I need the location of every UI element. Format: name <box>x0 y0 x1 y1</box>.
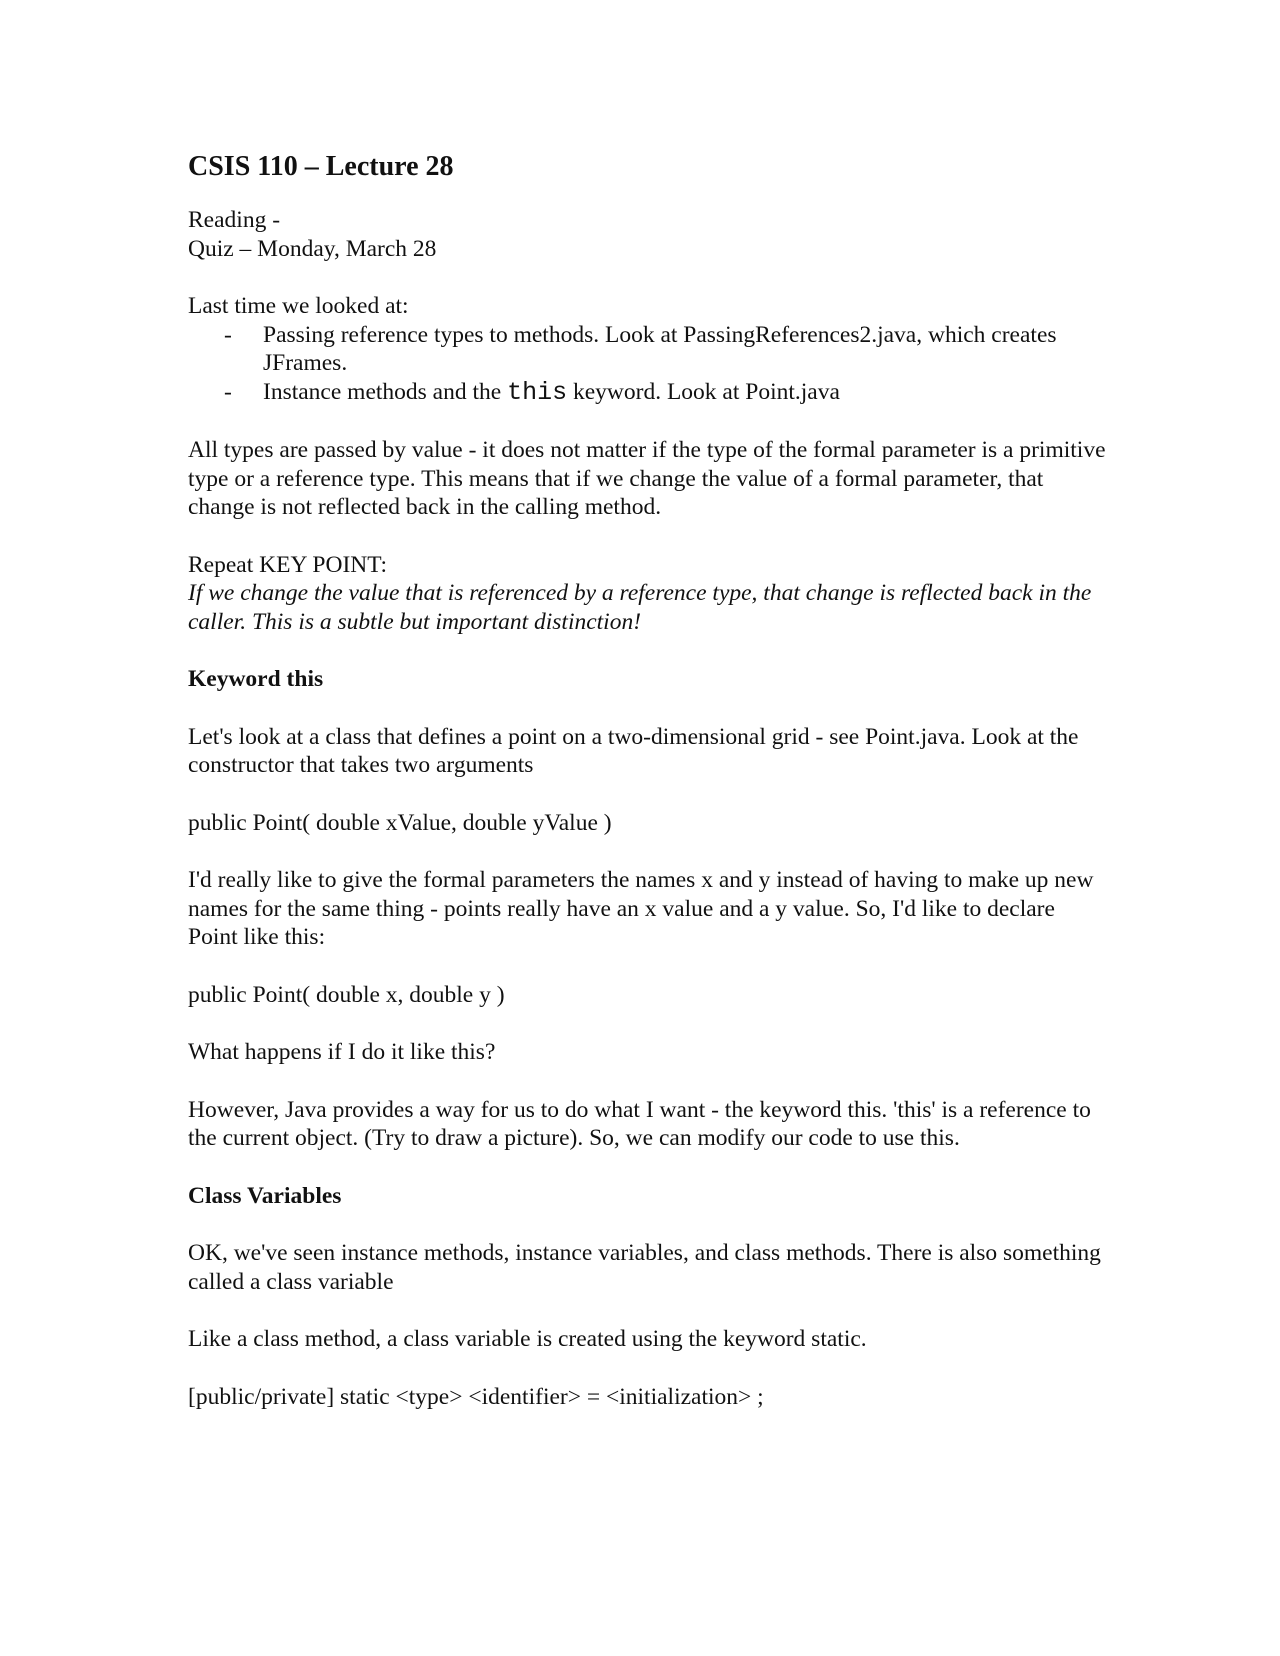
class-variables-static: Like a class method, a class variable is created using the keyword static. <box>188 1326 867 1352</box>
last-time-list <box>188 321 1108 408</box>
rename-paragraph: I'd really like to give the formal parameters the names x and y instead of having to make up new names for the same thing - points really have an x value and a y value. So, I'd like to declare Point like this: <box>188 867 1094 950</box>
reading-quiz-block <box>188 206 1108 263</box>
point-intro-paragraph: Let's look at a class that defines a point on a two-dimensional grid - see Point.java. Look at the constructor that takes two arguments <box>188 723 1079 778</box>
class-variable-syntax: [public/private] static <type> <identifier> = <initialization> ; <box>188 1383 764 1410</box>
list-item-text-after: keyword. Look at Point.java <box>567 378 840 405</box>
keyword-this-heading: Keyword this <box>188 666 324 692</box>
last-time-block <box>188 292 1108 407</box>
reading-line: Reading - <box>188 207 281 233</box>
document-page <box>188 150 1108 1440</box>
class-variables-intro: OK, we've seen instance methods, instance variables, and class methods. There is also something called a class variable <box>188 1240 1101 1295</box>
constructor-signature-1: public Point( double xValue, double yValue ) <box>188 809 612 836</box>
list-dash: - <box>224 378 232 405</box>
list-item-text-before: Instance methods and the <box>263 378 508 405</box>
pass-by-value-paragraph: All types are passed by value - it does not matter if the type of the formal parameter is a primitive type or a reference type. This means that if we change the value of a formal parameter, that change is not reflected back in the calling method. <box>188 437 1106 520</box>
list-item-text: Passing reference types to methods. Look at PassingReferences2.java, which creates JFrames. <box>263 321 1057 376</box>
quiz-line: Quiz – Monday, March 28 <box>188 235 437 262</box>
however-paragraph: However, Java provides a way for us to do what I want - the keyword this. 'this' is a reference to the current object. (Try to draw a picture). So, we can modify our code to use this. <box>188 1096 1091 1151</box>
what-happens-paragraph: What happens if I do it like this? <box>188 1039 496 1065</box>
page-title: CSIS 110 – Lecture 28 <box>188 151 454 182</box>
list-item <box>188 321 1108 378</box>
key-point-label: Repeat KEY POINT: <box>188 551 387 578</box>
key-point-text: If we change the value that is referenced by a reference type, that change is reflected back in the caller. This is a subtle but important distinction! <box>188 580 1092 635</box>
list-dash: - <box>224 321 232 348</box>
list-item <box>188 378 1108 408</box>
key-point-block <box>188 551 1108 637</box>
last-time-intro: Last time we looked at: <box>188 293 409 319</box>
constructor-signature-2: public Point( double x, double y ) <box>188 981 505 1008</box>
this-keyword: this <box>507 377 568 407</box>
class-variables-heading: Class Variables <box>188 1182 342 1209</box>
